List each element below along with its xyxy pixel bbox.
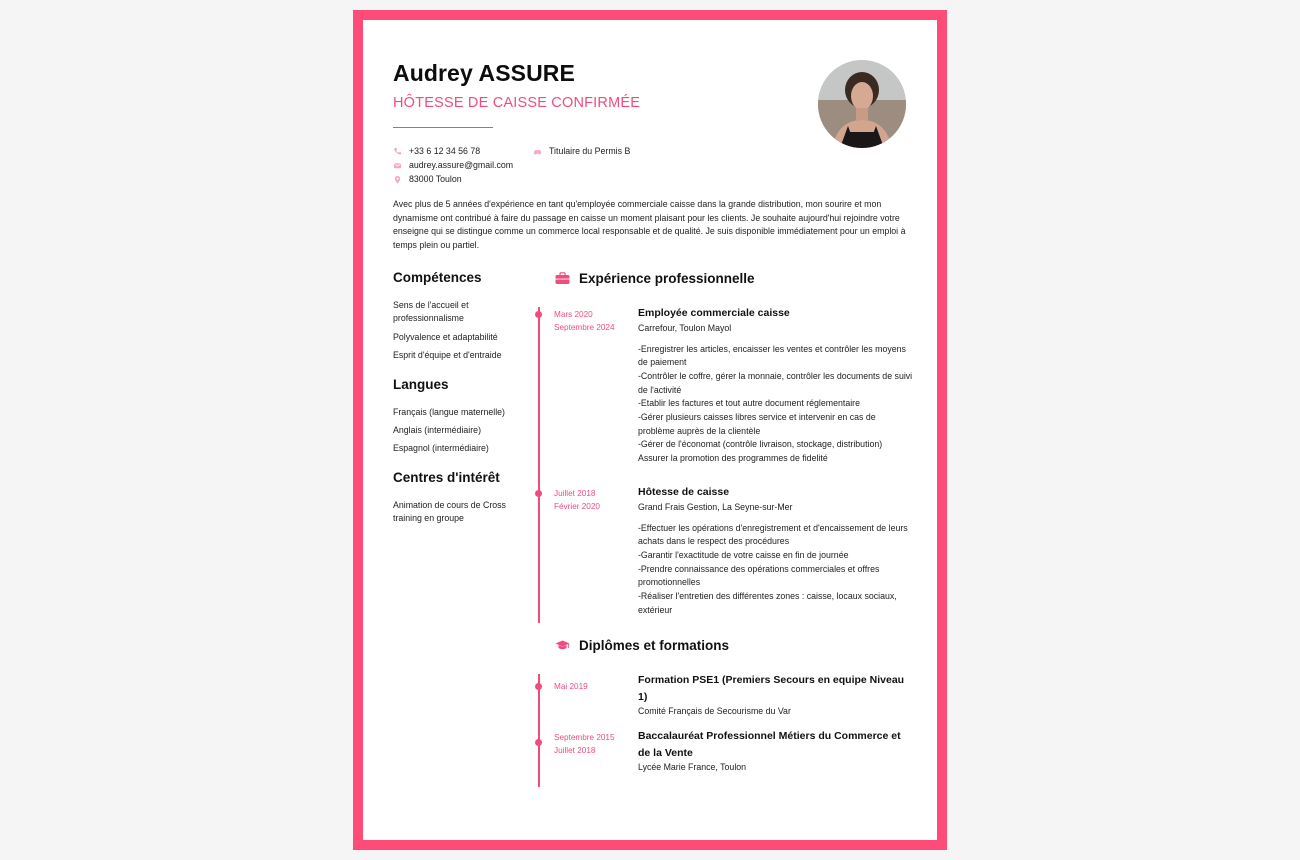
- email-address: audrey.assure@gmail.com: [409, 160, 514, 170]
- location-pin-icon: [393, 175, 402, 184]
- contact-location: [393, 174, 462, 184]
- experience-timeline: [538, 307, 540, 623]
- description-line: -Gérer de l'économat (contrôle livraison, stockage, distribution): [638, 439, 883, 450]
- description-line: -Gérer plusieurs caisses libres service et intervenir en cas de problème auprès de la clientèle: [638, 412, 876, 436]
- education-dates: [554, 681, 588, 694]
- profile-summary: Avec plus de 5 années d'expérience en tant qu'employée commerciale caisse dans la grande distribution, mon sourire et mon dynamisme ont contribué à faire du passage en caisse un moment plaisant pour les clients. Je souhaite aujourd'hui rejoindre votre enseigne qui se distingue comme un commerce local responsable et de qualité. Je suis disponible immédiatement pour un emploi à temps plein ou partiel.: [393, 199, 906, 251]
- skill-item: Polyvalence et adaptabilité: [393, 331, 498, 342]
- description-line: -Prendre connaissance des opérations commerciales et offres promotionnelles: [638, 563, 880, 588]
- date-start: Mars 2020: [554, 310, 593, 319]
- entry-school: Lycée Marie France, Toulon: [638, 762, 747, 772]
- education-heading: Diplômes et formations: [579, 638, 730, 653]
- education-timeline: [538, 674, 540, 787]
- entry-description: [638, 522, 913, 618]
- entry-title: Hôtesse de caisse: [638, 486, 730, 498]
- entry-title: Employée commerciale caisse: [638, 307, 790, 319]
- interests-section: [393, 470, 523, 526]
- language-item: Anglais (intermédiaire): [393, 425, 482, 436]
- contact-license: [533, 146, 630, 156]
- entry-company: Grand Frais Gestion, La Seyne-sur-Mer: [638, 501, 793, 512]
- languages-heading: Langues: [393, 376, 449, 392]
- sidebar: [393, 270, 523, 540]
- date-start: Septembre 2015: [554, 733, 615, 742]
- education-entry: [638, 672, 913, 716]
- candidate-name: Audrey ASSURE: [393, 60, 575, 86]
- contact-email: [393, 160, 513, 170]
- date-start: Mai 2019: [554, 682, 588, 691]
- timeline-dot: [535, 490, 542, 497]
- description-line: -Effectuer les opérations d'enregistrement et d'encaissement de leurs achats dans le respect des procédures: [638, 522, 908, 547]
- timeline-dot: [535, 683, 542, 690]
- entry-description: [638, 343, 913, 466]
- description-line: Assurer la promotion des programmes de fidelité: [638, 453, 828, 464]
- phone-number: +33 6 12 34 56 78: [409, 146, 481, 156]
- entry-school: Comité Français de Secourisme du Var: [638, 706, 791, 716]
- description-line: -Contrôler le coffre, gérer la monnaie, contrôler les documents de suivi de l'activité: [638, 370, 913, 395]
- briefcase-icon: [555, 272, 570, 285]
- education-heading-row: [555, 638, 729, 653]
- job-title: HÔTESSE DE CAISSE CONFIRMÉE: [393, 95, 641, 111]
- experience-entry: [638, 305, 913, 466]
- resume-frame: [353, 10, 947, 850]
- experience-dates: [554, 488, 600, 513]
- languages-section: [393, 377, 523, 456]
- date-end: Septembre 2024: [554, 322, 615, 332]
- description-line: -Réaliser l'entretien des différentes zones : caisse, locaux sociaux, extérieur: [638, 591, 897, 615]
- entry-title: Baccalauréat Professionnel Métiers du Commerce et de la Vente: [638, 730, 901, 759]
- education-entry: [638, 728, 913, 772]
- experience-heading: Expérience professionnelle: [579, 271, 755, 286]
- contact-phone: [393, 146, 480, 156]
- timeline-dot: [535, 739, 542, 746]
- education-dates: [554, 732, 615, 757]
- language-item: Français (langue maternelle): [393, 406, 505, 417]
- date-start: Juillet 2018: [554, 489, 596, 498]
- phone-icon: [393, 147, 402, 156]
- skill-item: Sens de l'accueil et professionnalisme: [393, 300, 469, 324]
- description-line: -Enregistrer les articles, encaisser les ventes et contrôler les moyens de paiement: [638, 343, 906, 368]
- profile-photo: [818, 60, 906, 148]
- description-line: -Garantir l'exactitude de votre caisse en fin de journée: [638, 549, 849, 560]
- graduation-cap-icon: [555, 639, 570, 652]
- experience-dates: [554, 309, 615, 334]
- timeline-dot: [535, 311, 542, 318]
- license-text: Titulaire du Permis B: [549, 146, 631, 156]
- interest-item: Animation de cours de Cross training en groupe: [393, 499, 506, 524]
- skill-item: Esprit d'équipe et d'entraide: [393, 350, 502, 361]
- interests-heading: Centres d'intérêt: [393, 469, 500, 485]
- entry-title: Formation PSE1 (Premiers Secours en equipe Niveau 1): [638, 674, 905, 703]
- skills-heading: Compétences: [393, 270, 482, 285]
- date-end: Février 2020: [554, 501, 600, 511]
- experience-entry: [638, 484, 913, 617]
- car-icon: [533, 147, 542, 156]
- experience-heading-row: [555, 271, 755, 286]
- title-divider: [393, 127, 493, 128]
- description-line: -Etablir les factures et tout autre document réglementaire: [638, 398, 860, 409]
- resume-page: [363, 20, 937, 840]
- entry-company: Carrefour, Toulon Mayol: [638, 322, 732, 333]
- skills-section: [393, 270, 523, 363]
- date-end: Juillet 2018: [554, 745, 596, 755]
- email-icon: [393, 161, 402, 170]
- location-text: 83000 Toulon: [409, 174, 462, 184]
- language-item: Espagnol (intermédiaire): [393, 443, 489, 454]
